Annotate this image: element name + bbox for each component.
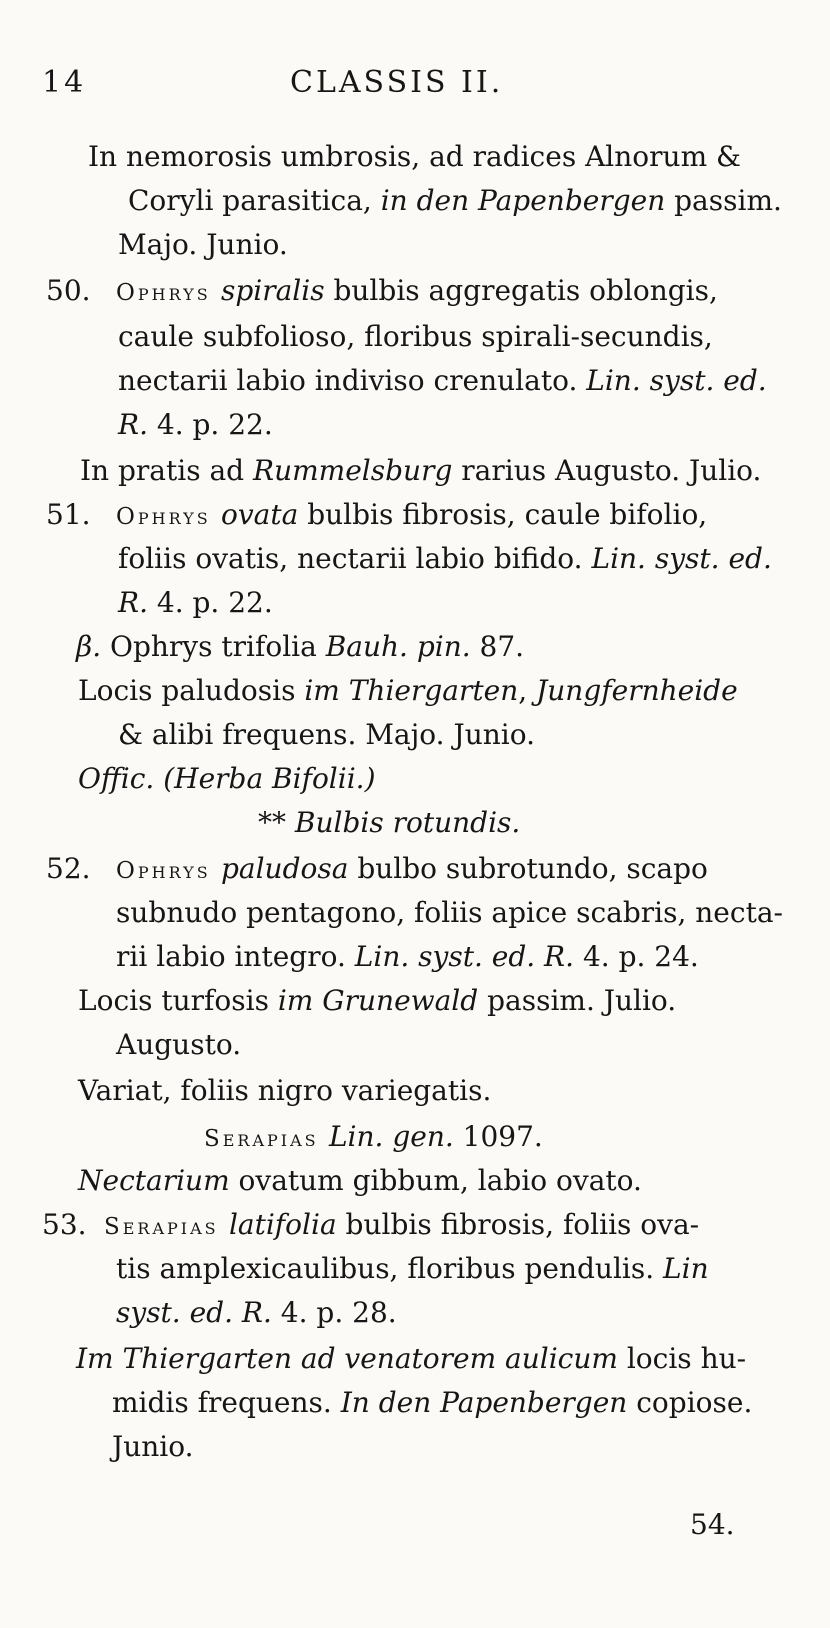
text-line: Majo. Junio. <box>118 228 288 261</box>
entry-number-53: 53. <box>42 1208 87 1241</box>
text-line: & alibi frequens. Majo. Junio. <box>118 718 535 751</box>
text-line: Ophrys ovata bulbis fibrosis, caule bifolio, <box>116 498 708 531</box>
text-line: foliis ovatis, nectarii labio bifido. Lin. syst. ed. <box>118 542 772 575</box>
text-line: tis amplexicaulibus, floribus pendulis. Lin <box>116 1252 709 1285</box>
text-line: Ophrys spiralis bulbis aggregatis oblongis, <box>116 274 718 307</box>
text-line: midis frequens. In den Papenbergen copiose. <box>112 1386 753 1419</box>
page-number: 14 <box>42 65 87 100</box>
text-line: Im Thiergarten ad venatorem aulicum locis hu- <box>76 1342 747 1375</box>
text-line: subnudo pentagono, foliis apice scabris, necta- <box>116 896 783 929</box>
text-line: Junio. <box>112 1430 194 1463</box>
text-line: syst. ed. R. 4. p. 28. <box>116 1296 397 1329</box>
text-line: R. 4. p. 22. <box>118 586 273 619</box>
text-line: nectarii labio indiviso crenulato. Lin. syst. ed. <box>118 364 767 397</box>
text-line: rii labio integro. Lin. syst. ed. R. 4. p. 24. <box>116 940 699 973</box>
text-line: caule subfolioso, floribus spirali-secundis, <box>118 320 713 353</box>
text-line: Locis turfosis im Grunewald passim. Julio. <box>78 984 677 1017</box>
text-line: In nemorosis umbrosis, ad radices Alnorum & <box>88 140 741 173</box>
entry-number-52: 52. <box>46 852 91 885</box>
text-line: β. Ophrys trifolia Bauh. pin. 87. <box>76 630 525 663</box>
text-line: Coryli parasitica, in den Papenbergen passim. <box>128 184 782 217</box>
catchword: 54. <box>690 1508 735 1541</box>
genus-heading: Serapias Lin. gen. 1097. <box>204 1120 543 1153</box>
text-line: Nectarium ovatum gibbum, labio ovato. <box>78 1164 642 1197</box>
text-line: Variat, foliis nigro variegatis. <box>78 1074 492 1107</box>
text-line: Ophrys paludosa bulbo subrotundo, scapo <box>116 852 708 885</box>
text-line: Locis paludosis im Thiergarten, Jungfernheide <box>78 674 738 707</box>
entry-number-51: 51. <box>46 498 91 531</box>
section-heading: ** Bulbis rotundis. <box>258 806 521 839</box>
text-line: Serapias latifolia bulbis fibrosis, foliis ova- <box>104 1208 700 1241</box>
entry-number-50: 50. <box>46 274 91 307</box>
text-line: Offic. (Herba Bifolii.) <box>78 762 376 795</box>
text-line: In pratis ad Rummelsburg rarius Augusto. Julio. <box>80 454 762 487</box>
text-line: Augusto. <box>116 1028 242 1061</box>
text-line: R. 4. p. 22. <box>118 408 273 441</box>
running-title: CLASSIS II. <box>290 65 504 100</box>
